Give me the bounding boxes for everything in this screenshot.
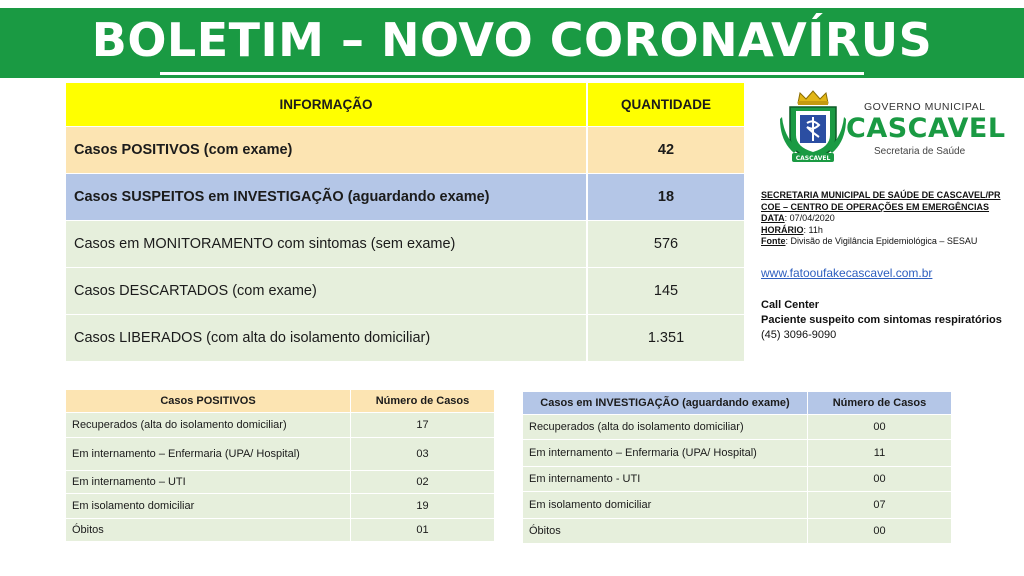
row-label: Casos SUSPEITOS em INVESTIGAÇÃO (aguardando exame) [66,174,586,220]
table-row [523,492,951,518]
info-date: DATA: 07/04/2020 [761,213,835,223]
dept-label: Secretaria de Saúde [874,146,966,157]
info-block [761,190,1021,248]
gov-label: GOVERNO MUNICIPAL [864,101,986,113]
table-row-monitoramento [66,221,744,267]
info-time: HORÁRIO: 11h [761,224,823,235]
header-casos-positivos: Casos POSITIVOS [66,390,350,412]
row-label: Óbitos [523,519,807,543]
header-casos-investigacao: Casos em INVESTIGAÇÃO (aguardando exame) [523,392,807,414]
header-banner [0,8,1024,78]
row-label: Recuperados (alta do isolamento domiciliar) [66,413,350,437]
website-link[interactable]: www.fatooufakecascavel.com.br [761,266,933,280]
row-label: Casos POSITIVOS (com exame) [66,127,586,173]
header-informacao: INFORMAÇÃO [66,83,586,126]
row-label: Recuperados (alta do isolamento domiciliar) [523,415,807,439]
header-numero-casos: Número de Casos [808,392,951,414]
table-row [523,415,951,439]
table-row [523,467,951,491]
city-name: CASCAVEL [846,113,1006,144]
row-label: Em internamento – Enfermaria (UPA/ Hospital) [66,438,350,470]
row-label: Casos DESCARTADOS (com exame) [66,268,586,314]
table-row [66,471,494,493]
call-center-title: Call Center [761,299,820,311]
municipal-logo [778,87,1006,167]
header-numero-casos: Número de Casos [351,390,494,412]
investigacao-table-header [523,392,951,414]
row-value: 576 [588,221,744,267]
table-row [66,519,494,541]
row-label: Em isolamento domiciliar [66,494,350,518]
row-value: 03 [351,438,494,470]
header-quantidade: QUANTIDADE [588,83,744,126]
row-label: Óbitos [66,519,350,541]
row-value: 00 [808,467,951,491]
crest-label: CASCAVEL [795,155,831,162]
info-secretaria: SECRETARIA MUNICIPAL DE SAÚDE DE CASCAVEL/PR [761,190,1001,200]
row-value: 11 [808,440,951,466]
call-center-phone: (45) 3096-9090 [761,329,837,341]
row-label: Casos LIBERADOS (com alta do isolamento domiciliar) [66,315,586,361]
main-table-header [66,83,744,126]
table-row [523,440,951,466]
table-row-positivos [66,127,744,173]
row-label: Em isolamento domiciliar [523,492,807,518]
page-title: BOLETIM – NOVO CORONAVÍRUS [91,13,933,67]
row-value: 19 [351,494,494,518]
main-table [66,83,744,362]
row-value: 02 [351,471,494,493]
table-row [523,519,951,543]
row-value: 145 [588,268,744,314]
row-value: 42 [588,127,744,173]
table-row-suspeitos [66,174,744,220]
positivos-table [66,390,494,542]
table-row [66,413,494,437]
row-value: 01 [351,519,494,541]
info-coe: COE – CENTRO DE OPERAÇÕES EM EMERGÊNCIAS [761,201,990,212]
row-label: Em internamento - UTI [523,467,807,491]
row-value: 00 [808,519,951,543]
info-source: Fonte: Divisão de Vigilância Epidemiológica – SESAU [761,236,978,246]
row-value: 18 [588,174,744,220]
call-center-block [761,298,1023,343]
row-label: Casos em MONITORAMENTO com sintomas (sem exame) [66,221,586,267]
row-label: Em internamento – Enfermaria (UPA/ Hospital) [523,440,807,466]
call-center-desc: Paciente suspeito com sintomas respiratórios [761,314,1002,326]
table-row-liberados [66,315,744,361]
investigacao-table [523,392,951,544]
positivos-table-header [66,390,494,412]
row-value: 17 [351,413,494,437]
coat-of-arms-icon [778,87,848,165]
row-value: 1.351 [588,315,744,361]
row-value: 07 [808,492,951,518]
table-row-descartados [66,268,744,314]
table-row [66,438,494,470]
row-label: Em internamento – UTI [66,471,350,493]
row-value: 00 [808,415,951,439]
table-row [66,494,494,518]
title-underline [160,72,864,75]
